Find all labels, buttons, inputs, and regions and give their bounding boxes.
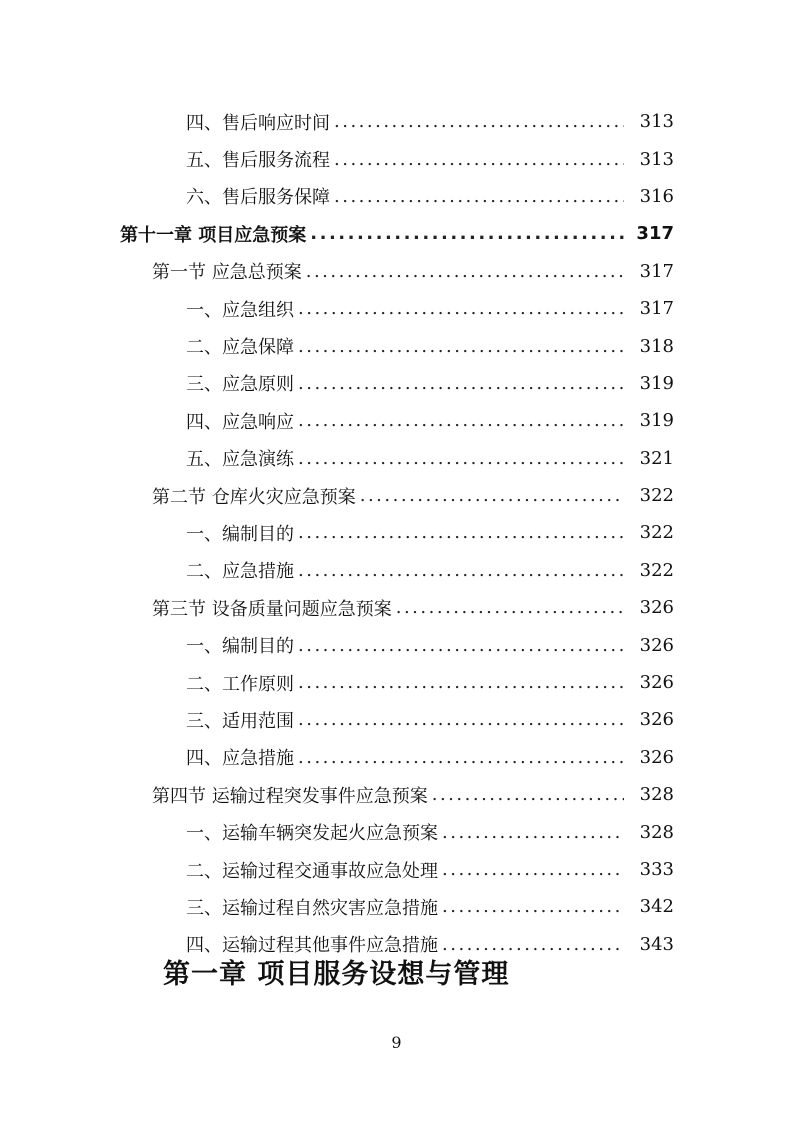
toc-entry-page-number: 317: [636, 223, 674, 245]
toc-entry-page-number: 319: [639, 372, 674, 394]
toc-dot-leader: [298, 522, 624, 543]
toc-entry-title: 五、应急演练: [186, 449, 294, 471]
toc-entry-page-number: 326: [639, 634, 674, 656]
toc-dot-leader: [298, 373, 624, 394]
toc-dot-leader: [306, 261, 624, 282]
toc-dot-leader: [442, 896, 624, 917]
toc-entry-title: 第十一章 项目应急预案: [120, 224, 307, 246]
toc-dot-leader: [298, 709, 624, 730]
toc-entry-title: 第四节 运输过程突发事件应急预案: [152, 785, 428, 807]
toc-entry-page-number: 326: [639, 746, 674, 768]
toc-dot-leader: [334, 149, 624, 170]
toc-dot-leader: [432, 784, 624, 805]
chapter-heading: 第一章 项目服务设想与管理: [163, 959, 510, 990]
toc-entry-title: 四、售后响应时间: [186, 112, 330, 134]
toc-entry-page-number: 321: [639, 447, 674, 469]
toc-entry-title: 二、运输过程交通事故应急处理: [186, 860, 438, 882]
toc-entry[interactable]: [0, 440, 793, 477]
toc-dot-leader: [396, 597, 624, 618]
toc-entry[interactable]: [0, 140, 793, 177]
toc-entry-page-number: 316: [639, 185, 674, 207]
toc-entry[interactable]: [0, 701, 793, 738]
toc-entry-title: 一、应急组织: [186, 299, 294, 321]
toc-entry-title: 三、应急原则: [186, 374, 294, 396]
toc-entry-page-number: 328: [639, 784, 674, 806]
toc-entry-page-number: 328: [639, 821, 674, 843]
toc-entry-title: 二、应急保障: [186, 337, 294, 359]
toc-dot-leader: [442, 859, 624, 880]
toc-entry[interactable]: [0, 851, 793, 888]
toc-entry-title: 六、售后服务保障: [186, 187, 330, 209]
toc-entry[interactable]: [0, 253, 793, 290]
toc-dot-leader: [310, 223, 624, 244]
toc-entry-page-number: 322: [639, 485, 674, 507]
toc-entry-title: 四、应急响应: [186, 411, 294, 433]
toc-entry-title: 二、应急措施: [186, 561, 294, 583]
toc-entry[interactable]: [0, 626, 793, 663]
toc-entry[interactable]: [0, 888, 793, 925]
toc-entry-page-number: 342: [639, 896, 674, 918]
toc-entry-page-number: 326: [639, 597, 674, 619]
toc-entry-page-number: 317: [639, 260, 674, 282]
page-number: 9: [391, 1033, 402, 1052]
toc-entry-page-number: 326: [639, 709, 674, 731]
toc-entry-page-number: 333: [639, 859, 674, 880]
toc-entry[interactable]: [0, 664, 793, 701]
toc-entry[interactable]: [0, 365, 793, 402]
toc-entry-page-number: 313: [639, 111, 674, 133]
toc-entry[interactable]: [0, 327, 793, 364]
toc-entry-title: 三、适用范围: [186, 710, 294, 732]
toc-entry-title: 二、工作原则: [186, 673, 294, 695]
toc-dot-leader: [334, 186, 624, 207]
toc-dot-leader: [360, 485, 624, 506]
toc-entry[interactable]: [0, 589, 793, 626]
toc-dot-leader: [298, 336, 624, 357]
toc-entry[interactable]: [0, 103, 793, 140]
toc-entry[interactable]: [0, 813, 793, 850]
toc-entry-page-number: 318: [639, 335, 674, 357]
toc-entry[interactable]: [0, 178, 793, 215]
toc-entry-title: 一、运输车辆突发起火应急预案: [186, 823, 438, 845]
toc-entry-title: 一、编制目的: [186, 523, 294, 545]
toc-entry[interactable]: [0, 514, 793, 551]
toc-entry-title: 第三节 设备质量问题应急预案: [152, 598, 392, 620]
toc-entry-page-number: 317: [639, 298, 674, 320]
toc-dot-leader: [298, 410, 624, 431]
toc-entry-page-number: 313: [639, 148, 674, 170]
toc-dot-leader: [298, 672, 624, 693]
toc-entry-title: 四、运输过程其他事件应急措施: [186, 935, 438, 957]
toc-entry[interactable]: [0, 739, 793, 776]
toc-dot-leader: [442, 822, 624, 843]
toc-entry-page-number: 326: [639, 672, 674, 694]
toc-entry-title: 第二节 仓库火灾应急预案: [152, 486, 356, 508]
toc-dot-leader: [298, 560, 624, 581]
toc-entry-title: 三、运输过程自然灾害应急措施: [186, 897, 438, 919]
toc-entry[interactable]: [0, 402, 793, 439]
toc-entry[interactable]: [0, 776, 793, 813]
toc-entry[interactable]: [0, 215, 793, 252]
toc-dot-leader: [298, 448, 624, 469]
toc-dot-leader: [298, 635, 624, 656]
toc-entry[interactable]: [0, 477, 793, 514]
toc-entry[interactable]: [0, 552, 793, 589]
toc-entry-page-number: 319: [639, 410, 674, 432]
toc-entry-page-number: 322: [639, 522, 674, 544]
toc-dot-leader: [334, 111, 624, 132]
toc-entry-title: 一、编制目的: [186, 636, 294, 658]
toc-entry-page-number: 322: [639, 559, 674, 581]
table-of-contents: [0, 103, 793, 963]
toc-dot-leader: [298, 747, 624, 768]
toc-entry-title: 第一节 应急总预案: [152, 262, 302, 284]
toc-entry[interactable]: [0, 290, 793, 327]
toc-entry-title: 五、售后服务流程: [186, 150, 330, 172]
toc-entry-title: 四、应急措施: [186, 748, 294, 770]
toc-dot-leader: [298, 298, 624, 319]
toc-entry-page-number: 343: [639, 933, 674, 955]
